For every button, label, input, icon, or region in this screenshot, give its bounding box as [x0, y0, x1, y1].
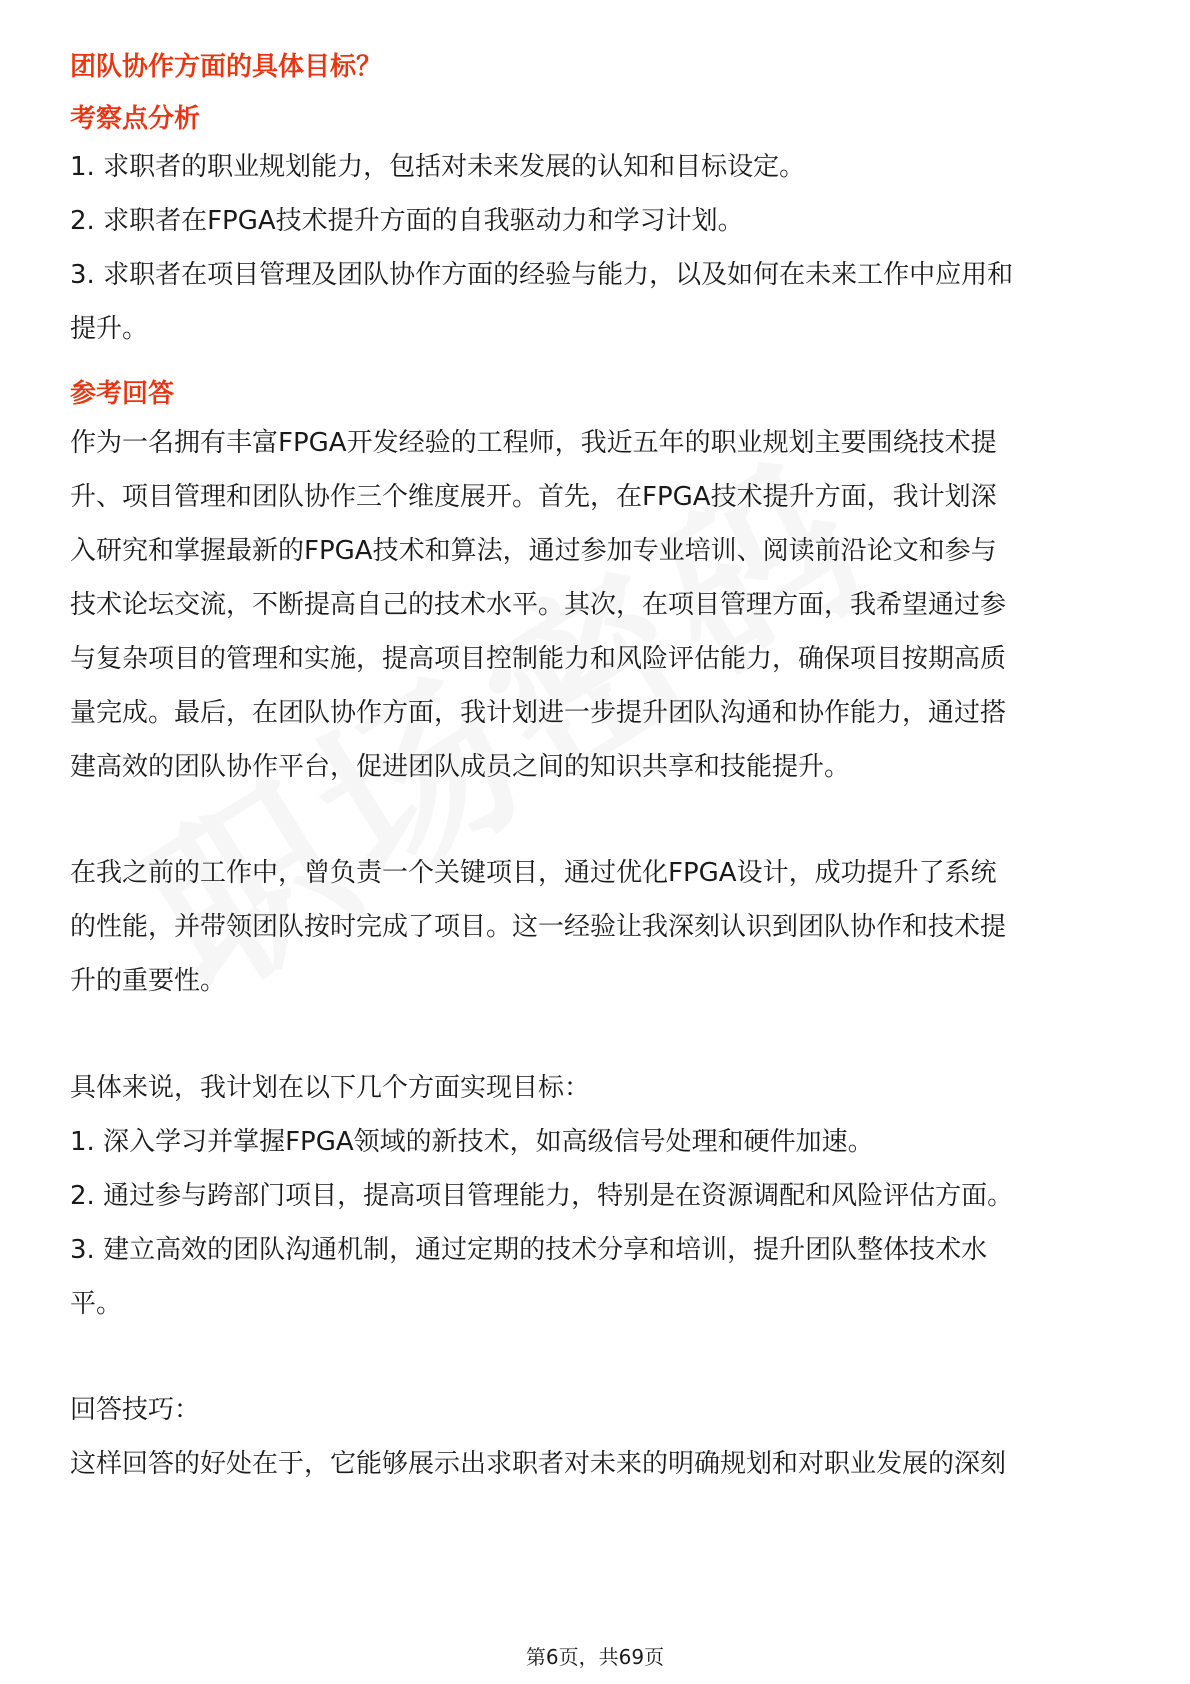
answer-paragraph-line: 具体来说，我计划在以下几个方面实现目标： — [70, 1073, 591, 1103]
analysis-line: 1. 求职者的职业规划能力，包括对未来发展的认知和目标设定。 — [70, 152, 806, 182]
analysis-line: 2. 求职者在FPGA技术提升方面的自我驱动力和学习计划。 — [70, 206, 744, 236]
answer-paragraph-line: 1. 深入学习并掌握FPGA领域的新技术，如高级信号处理和硬件加速。 — [70, 1127, 874, 1157]
answer-paragraph-line: 入研究和掌握最新的FPGA技术和算法，通过参加专业培训、阅读前沿论文和参与 — [70, 536, 997, 566]
answer-paragraph-line: 量完成。最后，在团队协作方面，我计划进一步提升团队沟通和协作能力，通过搭 — [70, 698, 1007, 728]
tips-heading: 回答技巧： — [70, 1395, 201, 1425]
answer-heading: 参考回答 — [70, 379, 175, 409]
answer-paragraph-line: 平。 — [70, 1289, 123, 1319]
answer-paragraph-line: 升、项目管理和团队协作三个维度展开。首先，在FPGA技术提升方面，我计划深 — [70, 482, 997, 512]
analysis-line: 提升。 — [70, 314, 149, 344]
answer-paragraph-line: 2. 通过参与跨部门项目，提高项目管理能力，特别是在资源调配和风险评估方面。 — [70, 1181, 1014, 1211]
analysis-line: 3. 求职者在项目管理及团队协作方面的经验与能力，以及如何在未来工作中应用和 — [70, 260, 1014, 290]
answer-paragraph-line: 在我之前的工作中，曾负责一个关键项目，通过优化FPGA设计，成功提升了系统 — [70, 858, 997, 888]
answer-paragraph-line: 的性能，并带领团队按时完成了项目。这一经验让我深刻认识到团队协作和技术提 — [70, 912, 1007, 942]
answer-paragraph-line: 与复杂项目的管理和实施，提高项目控制能力和风险评估能力，确保项目按期高质 — [70, 644, 1007, 674]
page-footer: 第6页，共69页 — [525, 1645, 665, 1669]
question-title: 团队协作方面的具体目标？ — [70, 52, 383, 82]
answer-paragraph-line: 升的重要性。 — [70, 966, 227, 996]
analysis-heading: 考察点分析 — [70, 104, 201, 134]
tips-line: 这样回答的好处在于，它能够展示出求职者对未来的明确规划和对职业发展的深刻 — [70, 1449, 1007, 1479]
answer-paragraph-line: 3. 建立高效的团队沟通机制，通过定期的技术分享和培训，提升团队整体技术水 — [70, 1235, 988, 1265]
answer-paragraph-line: 作为一名拥有丰富FPGA开发经验的工程师，我近五年的职业规划主要围绕技术提 — [70, 428, 997, 458]
answer-paragraph-line: 技术论坛交流，不断提高自己的技术水平。其次，在项目管理方面，我希望通过参 — [70, 590, 1007, 620]
answer-paragraph-line: 建高效的团队协作平台，促进团队成员之间的知识共享和技能提升。 — [70, 752, 851, 782]
